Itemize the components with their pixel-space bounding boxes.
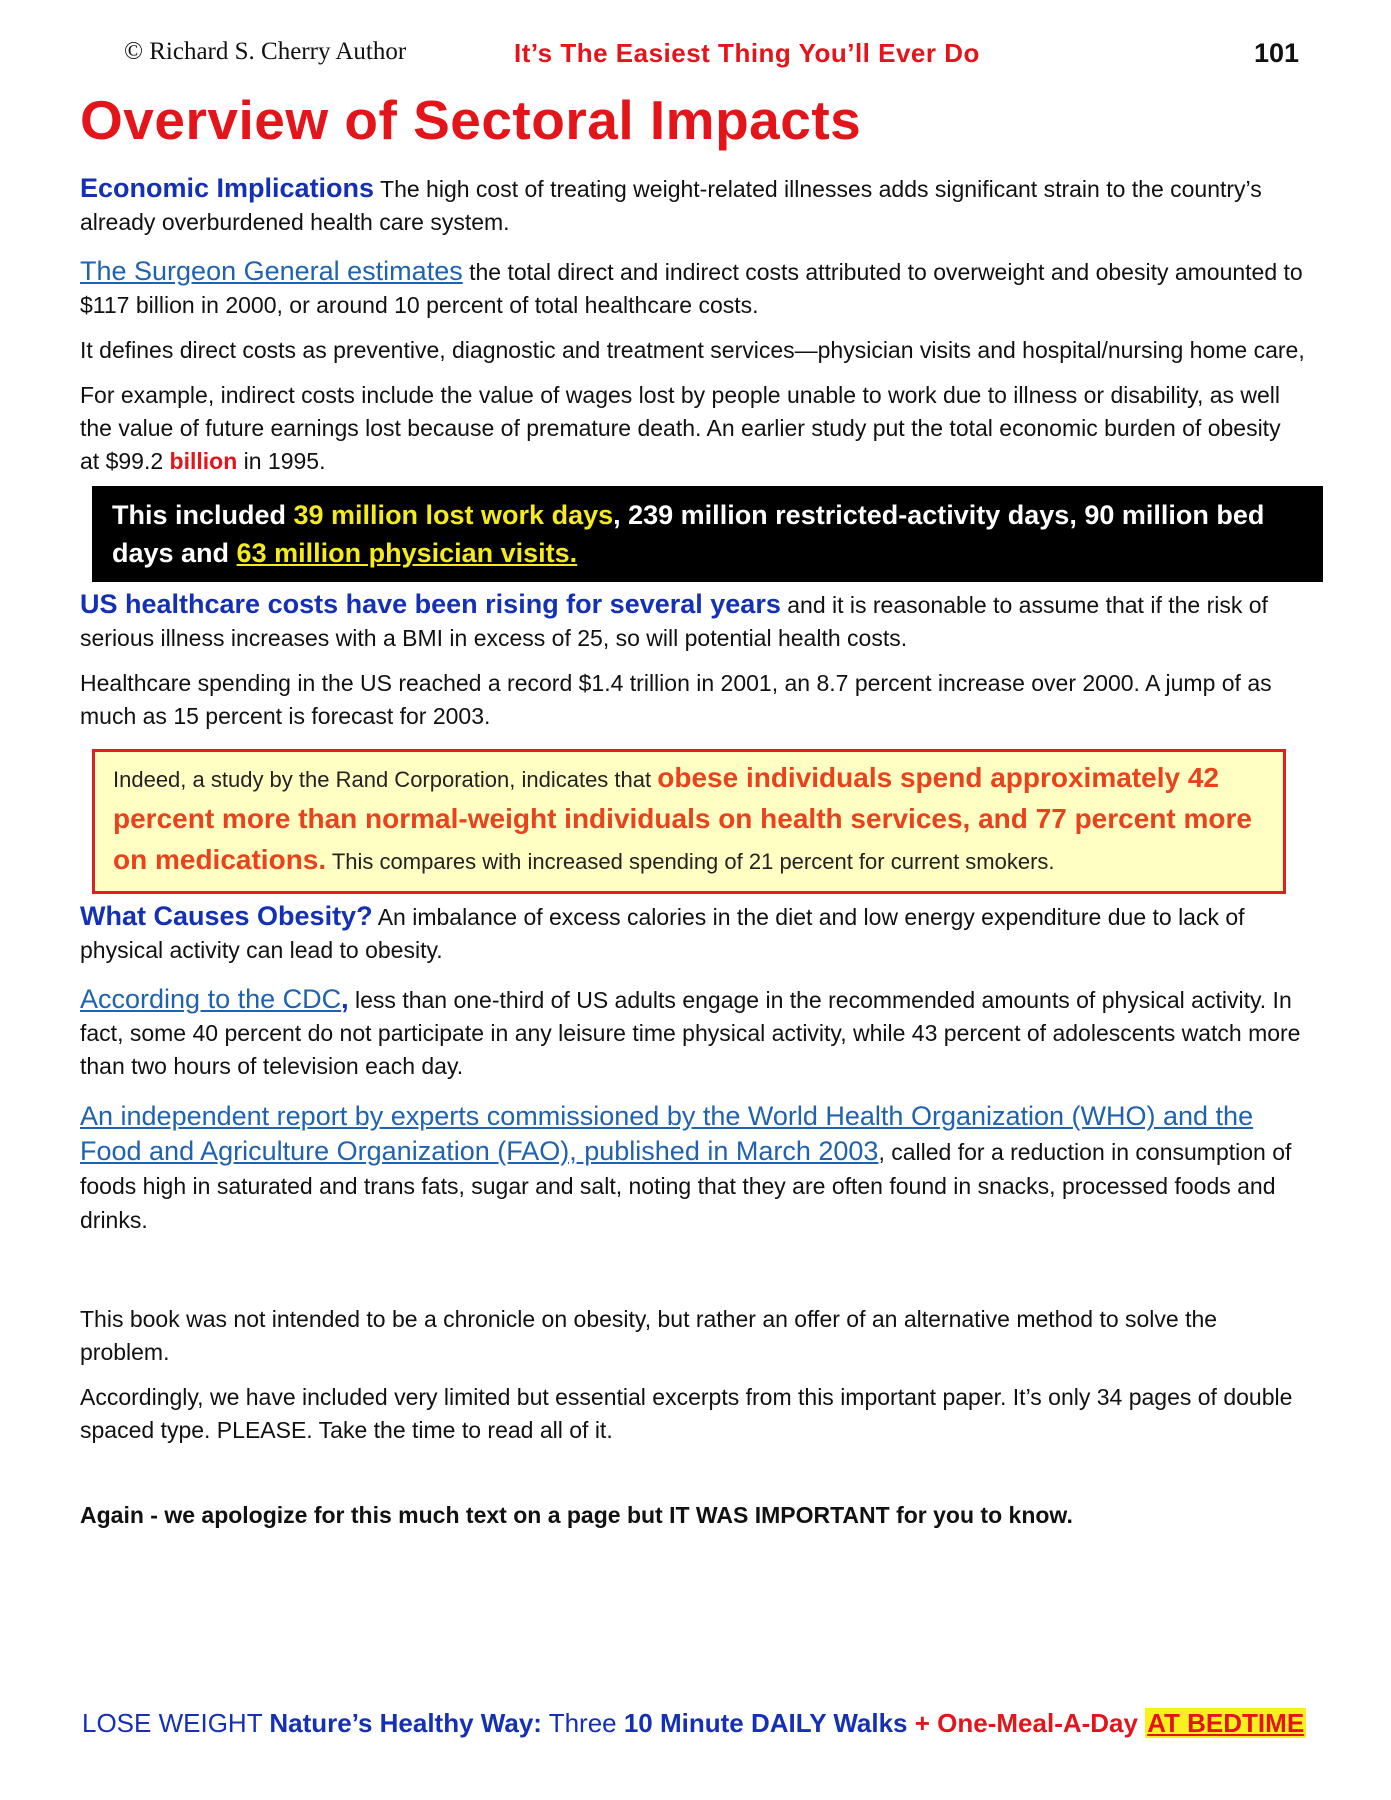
author-credit: © Richard S. Cherry Author — [124, 38, 407, 65]
who-fao-report-link[interactable]: An independent report by experts commissioned by the World Health Organization (WHO) and the Food and Agriculture Organization (FAO), published in March 2003 — [80, 1101, 1254, 1166]
surgeon-text: the total direct and indirect costs attributed to overweight and obesity amounted to $117 billion in 2000, or around 10 percent of total healthcare costs. — [80, 259, 1303, 318]
book-title: It’s The Easiest Thing You’ll Ever Do — [514, 38, 980, 68]
causes-paragraph — [80, 900, 1305, 967]
causes-heading: What Causes Obesity? — [80, 901, 373, 931]
billion-highlight: billion — [169, 448, 238, 474]
us-healthcare-text: and it is reasonable to assume that if the risk of serious illness increases with a BMI in excess of 25, so will potential health costs. — [80, 592, 1268, 651]
statistics-callout-box — [92, 486, 1323, 582]
direct-costs-paragraph: It defines direct costs as preventive, diagnostic and treatment services—physician visits and hospital/nursing home care, — [80, 337, 1305, 363]
page-number: 101 — [1253, 38, 1299, 68]
who-text: , called for a reduction in consumption of foods high in saturated and trans fats, sugar and salt, noting that they are often found in snacks, processed foods and drinks. — [80, 1139, 1292, 1233]
causes-text: An imbalance of excess calories in the diet and low energy expenditure due to lack of physical activity can lead to obesity. — [80, 904, 1245, 963]
indirect-text-b: in 1995. — [237, 448, 326, 474]
who-paragraph — [80, 1099, 1305, 1237]
footer-bedtime: AT BEDTIME — [1147, 1708, 1305, 1738]
us-healthcare-heading: US healthcare costs have been rising for several years — [80, 589, 781, 619]
page-footer — [82, 1708, 1306, 1739]
page-body — [80, 172, 1305, 1532]
indirect-costs-paragraph — [80, 379, 1305, 478]
rand-study-callout-box — [92, 749, 1286, 894]
rand-pre: Indeed, a study by the Rand Corporation, indicates that — [113, 767, 658, 792]
surgeon-general-link[interactable]: The Surgeon General estimates — [80, 256, 463, 286]
footer-walks: 10 Minute DAILY Walks — [623, 1708, 908, 1738]
footer-three: Three — [541, 1708, 624, 1738]
footer-meal: + One-Meal-A-Day — [907, 1708, 1146, 1738]
callout-pre: This included — [112, 500, 294, 530]
cdc-comma: , — [341, 984, 349, 1014]
cdc-link[interactable]: According to the CDC — [80, 984, 342, 1014]
cdc-text: less than one-third of US adults engage in the recommended amounts of physical activity. In fact, some 40 percent do not participate in any leisure time physical activity, while 43 percent of adolescents watch more than two hours of television each day. — [80, 987, 1301, 1079]
spending-paragraph: Healthcare spending in the US reached a record $1.4 trillion in 2001, an 8.7 percent increase over 2000. A jump of as much as 15 percent is forecast for 2003. — [80, 670, 1272, 729]
economic-heading: Economic Implications — [80, 173, 375, 203]
accordingly-paragraph: Accordingly, we have included very limited but essential excerpts from this important paper. It’s only 34 pages of double spaced type. PLEASE. Take the time to read all of it. — [80, 1384, 1293, 1443]
lost-work-days-highlight: 39 million lost work days — [293, 500, 614, 530]
economic-paragraph — [80, 172, 1305, 239]
footer-natures-way: Nature’s Healthy Way: — [269, 1708, 542, 1738]
page-title: Overview of Sectoral Impacts — [80, 89, 862, 151]
page-header — [0, 38, 1391, 72]
callout-mid: , 239 million restricted-activity days, 90 million bed days and — [112, 500, 1265, 568]
rand-post: This compares with increased spending of 21 percent for current smokers. — [326, 849, 1055, 874]
surgeon-paragraph — [80, 255, 1305, 322]
indirect-text-a: For example, indirect costs include the value of wages lost by people unable to work due to illness or disability, as well the value of future earnings lost because of premature death. An earlier study put the total economic burden of obesity at $99.2 — [80, 382, 1281, 474]
apology-paragraph: Again - we apologize for this much text on a page but IT WAS IMPORTANT for you to know. — [80, 1502, 1073, 1528]
physician-visits-highlight: 63 million physician visits. — [236, 538, 578, 568]
footer-lose-weight: LOSE WEIGHT — [82, 1708, 270, 1738]
book-note-paragraph: This book was not intended to be a chronicle on obesity, but rather an offer of an alternative method to solve the problem. — [80, 1306, 1218, 1365]
rand-highlight: obese individuals spend approximately 42 percent more than normal-weight individuals on health services, and 77 percent more on medications. — [113, 762, 1252, 875]
cdc-paragraph — [80, 983, 1305, 1083]
us-healthcare-paragraph — [80, 588, 1305, 655]
economic-text: The high cost of treating weight-related illnesses adds significant strain to the country’s already overburdened health care system. — [80, 176, 1262, 235]
